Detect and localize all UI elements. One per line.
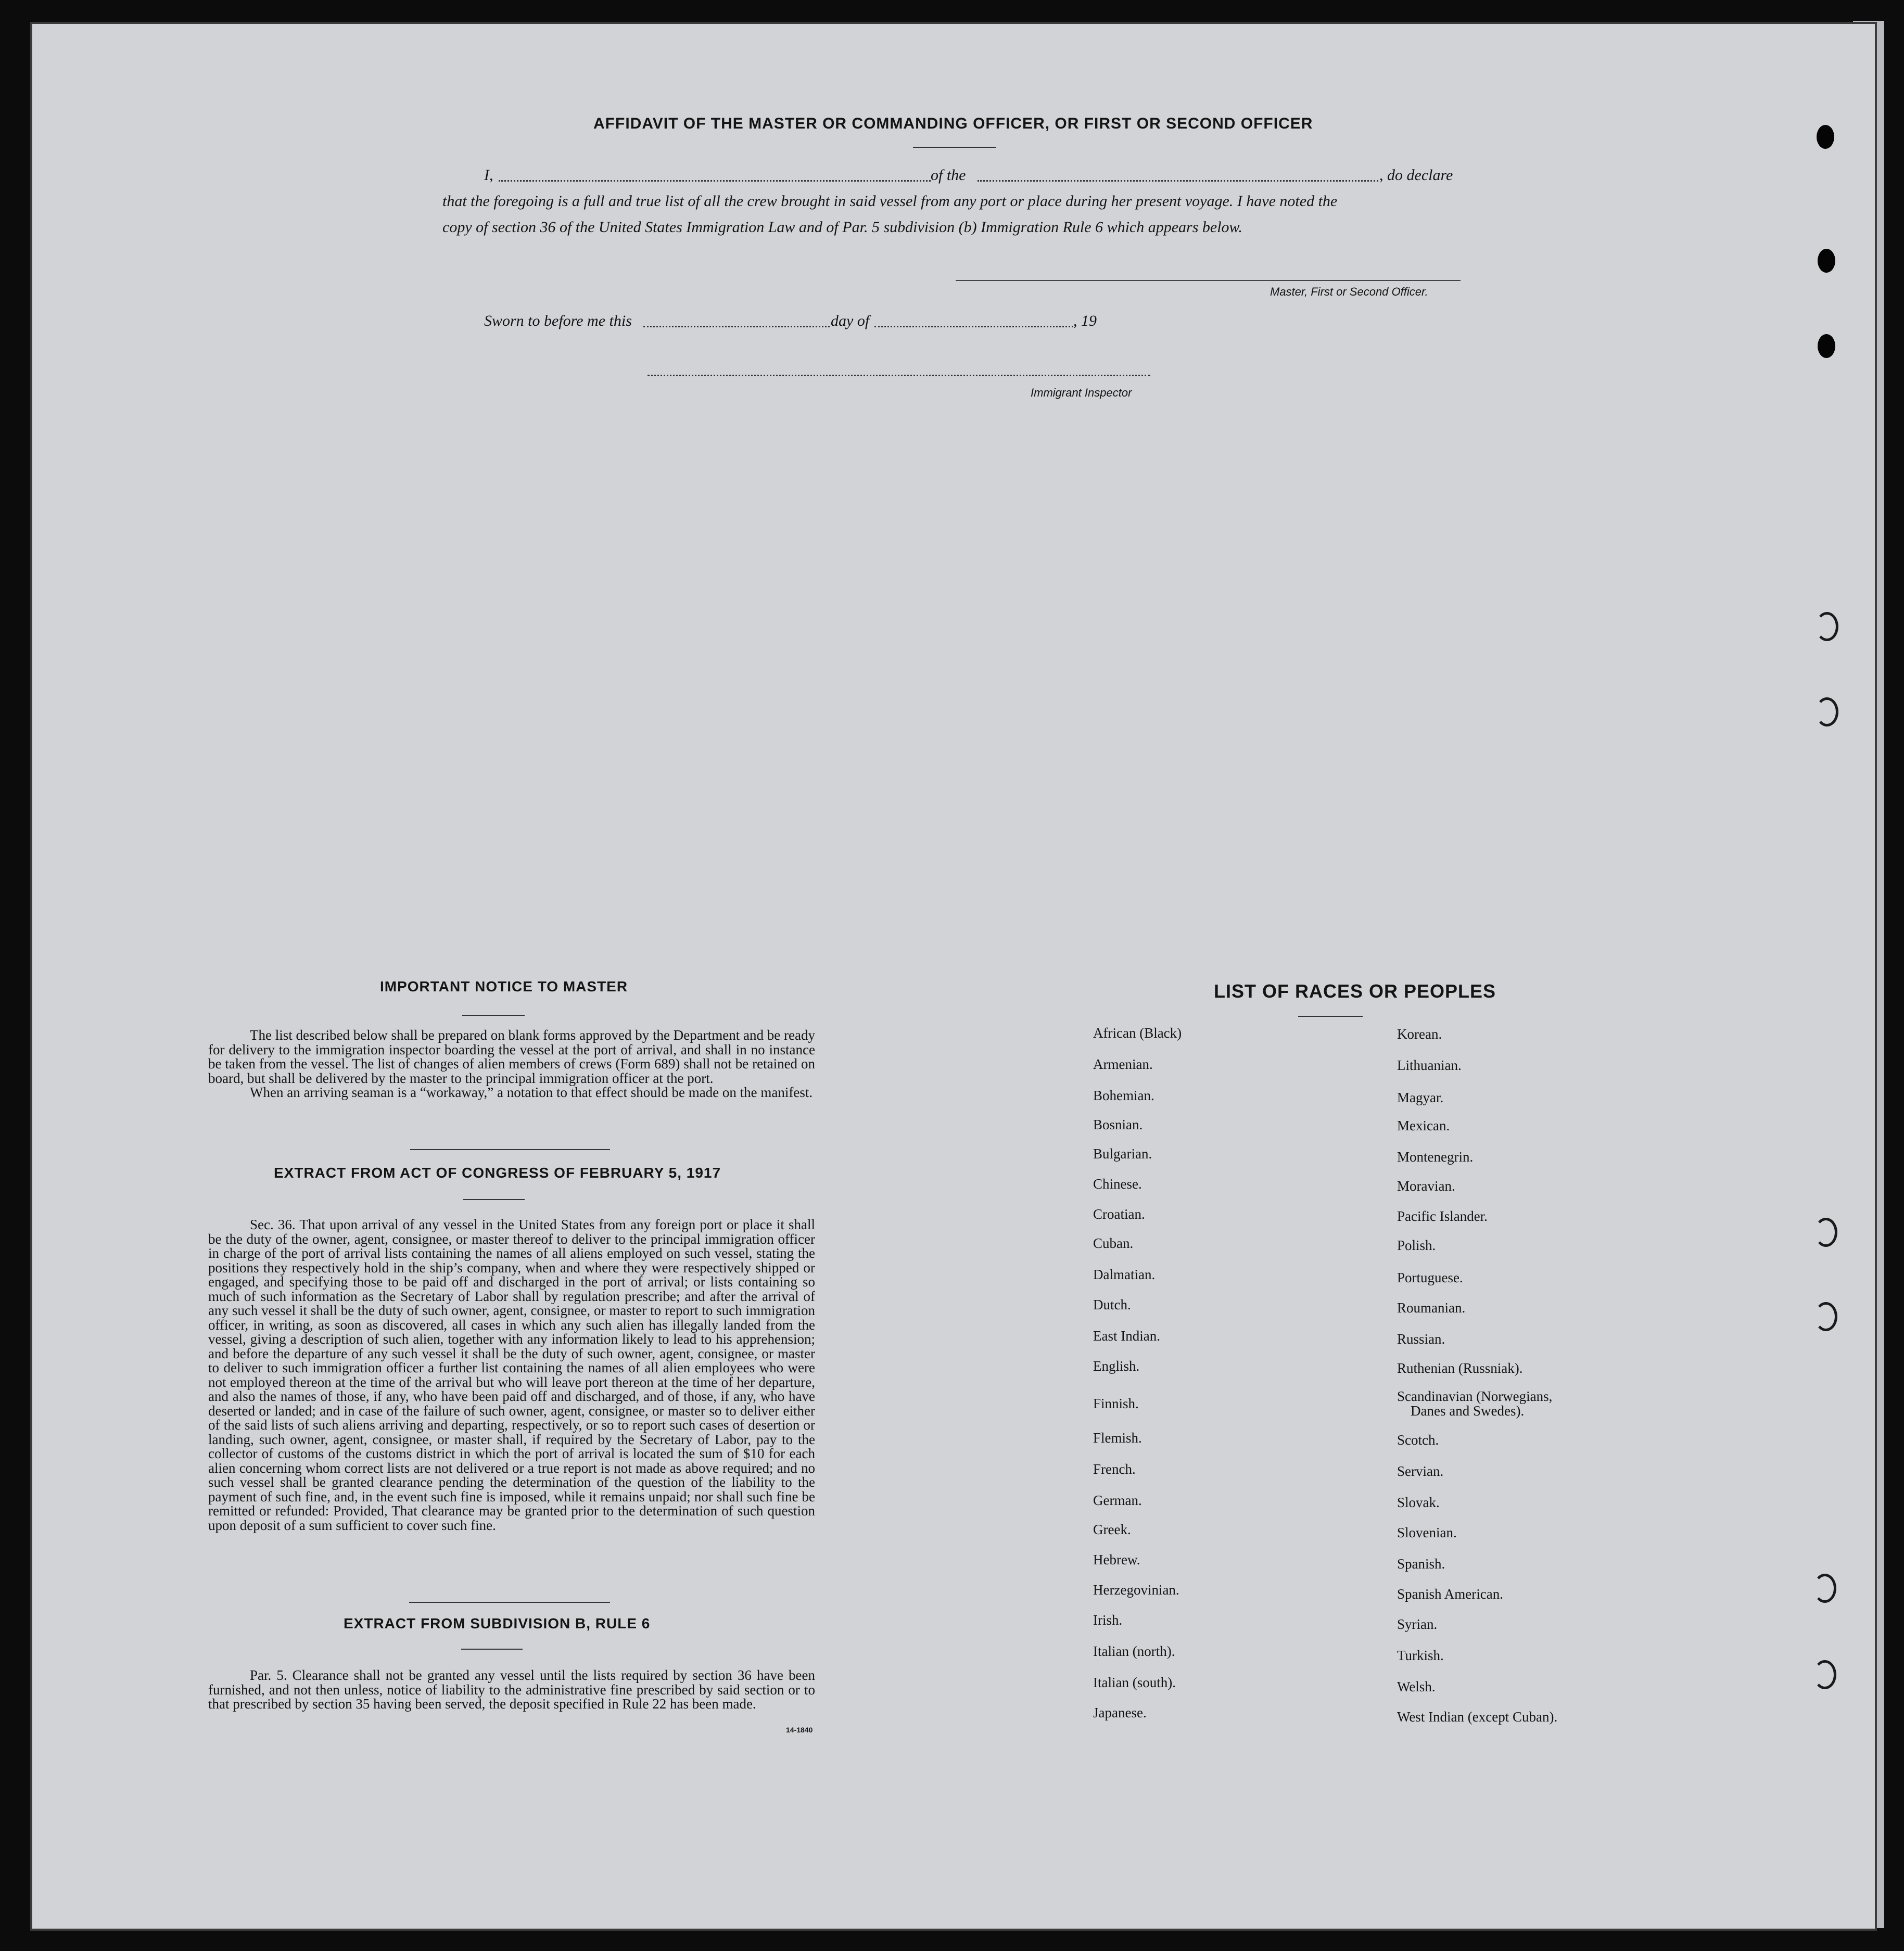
race-item: Moravian. bbox=[1397, 1178, 1455, 1194]
document-page bbox=[32, 24, 1875, 1929]
race-item: Croatian. bbox=[1093, 1206, 1145, 1222]
race-item: Dalmatian. bbox=[1093, 1267, 1156, 1282]
divider bbox=[461, 1649, 523, 1650]
binder-hole bbox=[1813, 1574, 1836, 1603]
race-item: Montenegrin. bbox=[1397, 1149, 1474, 1165]
divider bbox=[1298, 1016, 1363, 1017]
race-item: Armenian. bbox=[1093, 1056, 1153, 1072]
race-item: Scotch. bbox=[1397, 1432, 1439, 1448]
binder-hole bbox=[1814, 1218, 1837, 1247]
race-item: Chinese. bbox=[1093, 1176, 1142, 1192]
race-item: German. bbox=[1093, 1493, 1142, 1508]
race-item: Bohemian. bbox=[1093, 1088, 1154, 1103]
sworn-start: Sworn to before me this bbox=[484, 312, 632, 329]
inspector-label: Immigrant Inspector bbox=[1031, 386, 1132, 399]
race-item: Welsh. bbox=[1397, 1679, 1436, 1694]
race-item: Hebrew. bbox=[1093, 1552, 1140, 1567]
divider bbox=[913, 147, 996, 148]
race-item: Dutch. bbox=[1093, 1297, 1131, 1312]
race-item: Syrian. bbox=[1397, 1616, 1438, 1632]
affidavit-line1-start: I, bbox=[484, 167, 493, 184]
race-item: West Indian (except Cuban). bbox=[1397, 1709, 1558, 1725]
race-item: Scandinavian (Norwegians, bbox=[1397, 1388, 1553, 1404]
extract-act-title: EXTRACT FROM ACT OF CONGRESS OF FEBRUARY 5, 1917 bbox=[274, 1165, 721, 1181]
inspector-signature-field[interactable] bbox=[648, 375, 1150, 376]
race-item: Roumanian. bbox=[1397, 1300, 1466, 1316]
affidavit-line3: copy of section 36 of the United States Immigration Law and of Par. 5 subdivision (b) Immigration Rule 6 which appears below. bbox=[442, 219, 1242, 236]
race-item: Mexican. bbox=[1397, 1118, 1450, 1133]
race-item: Slovenian. bbox=[1397, 1525, 1457, 1540]
race-item: Slovak. bbox=[1397, 1495, 1440, 1510]
sworn-day-field[interactable] bbox=[643, 326, 830, 327]
race-item: French. bbox=[1093, 1461, 1136, 1477]
race-item: Herzegovinian. bbox=[1093, 1582, 1179, 1598]
extract-rule-title: EXTRACT FROM SUBDIVISION B, RULE 6 bbox=[344, 1615, 651, 1631]
signature-label: Master, First or Second Officer. bbox=[1270, 285, 1428, 298]
vessel-blank-field[interactable] bbox=[978, 180, 1378, 182]
binder-hole bbox=[1816, 697, 1838, 726]
race-item: Spanish. bbox=[1397, 1556, 1445, 1572]
race-item: Irish. bbox=[1093, 1612, 1123, 1628]
binder-hole bbox=[1816, 612, 1838, 641]
race-item: Italian (south). bbox=[1093, 1675, 1176, 1690]
race-item: Portuguese. bbox=[1397, 1270, 1463, 1285]
race-item: Polish. bbox=[1397, 1238, 1436, 1253]
notice-paragraph-2: When an arriving seaman is a “workaway,” a notation to that effect should be made on the manifest. bbox=[250, 1085, 813, 1100]
race-item: Korean. bbox=[1397, 1026, 1442, 1042]
affidavit-line1-end: , do declare bbox=[1379, 167, 1453, 184]
race-item: English. bbox=[1093, 1358, 1140, 1374]
notice-title: IMPORTANT NOTICE TO MASTER bbox=[380, 978, 628, 994]
races-title: LIST OF RACES OR PEOPLES bbox=[1214, 980, 1496, 1002]
race-item: Bosnian. bbox=[1093, 1117, 1143, 1132]
race-item: Lithuanian. bbox=[1397, 1057, 1462, 1073]
extract-rule-body bbox=[208, 1668, 815, 1712]
affidavit-line1-of-the: of the bbox=[931, 167, 966, 184]
notice-body bbox=[208, 1028, 815, 1100]
binder-hole bbox=[1817, 125, 1834, 149]
sworn-month-field[interactable] bbox=[874, 326, 1073, 327]
signature-line[interactable] bbox=[956, 280, 1461, 281]
divider bbox=[463, 1199, 525, 1200]
race-item: Flemish. bbox=[1093, 1430, 1142, 1446]
binder-hole bbox=[1818, 249, 1835, 273]
sworn-year: , 19 bbox=[1073, 312, 1097, 329]
divider bbox=[409, 1602, 610, 1603]
binder-hole bbox=[1814, 1302, 1837, 1331]
race-item: Italian (north). bbox=[1093, 1643, 1175, 1659]
race-item: Danes and Swedes). bbox=[1411, 1403, 1525, 1419]
race-item: Bulgarian. bbox=[1093, 1146, 1152, 1162]
race-item: Ruthenian (Russniak). bbox=[1397, 1360, 1523, 1376]
form-number: 14-1840 bbox=[786, 1726, 813, 1734]
divider bbox=[462, 1015, 525, 1016]
race-item: Pacific Islander. bbox=[1397, 1208, 1488, 1224]
extract-act-body bbox=[208, 1218, 815, 1533]
race-item: Russian. bbox=[1397, 1331, 1445, 1347]
race-item: Japanese. bbox=[1093, 1705, 1147, 1720]
section-36-text: Sec. 36. That upon arrival of any vessel in the United States from any foreign port or place it shall be the duty of the owner, agent, consignee, or master thereof to deliver to the principal immigration officer in charge of the port of arrival lists containing the names of all aliens employed on such vessel, stating the positions they respectively hold in the ship’s company, when and where they were respectively shipped or engaged, and specifying those to be paid off and discharged in the port of arrival; or lists containing so much of such information as the Secretary of Labor shall by regulation prescribe; and after the arrival of any such vessel it shall be the duty of such owner, agent, consignee, or master to report to such immigration officer, in writing, as soon as discovered, all cases in which any such alien has illegally landed from the vessel, giving a description of such alien, together with any information likely to lead to his apprehension; and before the departure of any such vessel it shall be the duty of such owner, agent, consignee, or master to deliver to such immigration officer a further list containing the names of all alien employees who were not employed thereon at the time of the arrival but who will leave port thereon at the time of her departure, and also the names of those, if any, who have been paid off and discharged, and of those, if any, who have deserted or landed; and in case of the failure of such owner, agent, consignee, or master so to deliver either of the said lists of such aliens arriving and departing, respectively, or so to report such cases of desertion or landing, such owner, agent, consignee, or master shall, if required by the Secretary of Labor, pay to the collector of customs of the customs district in which the port of arrival is located the sum of $10 for each alien concerning whom correct lists are not delivered or a true report is not made as above required; and no such vessel shall be granted clearance pending the determination of the question of the liability to the payment of such fine, and, in the event such fine is imposed, while it remains unpaid; nor shall such fine be remitted or refunded: Provided, That clearance may be granted prior to the determination of such question upon deposit of a sum sufficient to cover such fine. bbox=[208, 1217, 815, 1533]
name-blank-field[interactable] bbox=[499, 180, 931, 182]
race-item: Turkish. bbox=[1397, 1648, 1444, 1663]
race-item: Spanish American. bbox=[1397, 1586, 1503, 1602]
race-item: Greek. bbox=[1093, 1522, 1131, 1537]
race-item: Magyar. bbox=[1397, 1090, 1444, 1105]
affidavit-title: AFFIDAVIT OF THE MASTER OR COMMANDING OFFICER, OR FIRST OR SECOND OFFICER bbox=[593, 115, 1313, 132]
par-5-text: Par. 5. Clearance shall not be granted any vessel until the lists required by section 36 have been furnished, and not then unless, notice of liability to the administrative fine prescribed by said section or to that prescribed by section 35 having been served, the deposit specified in Rule 22 has been made. bbox=[208, 1667, 815, 1712]
sworn-day-of: day of bbox=[831, 312, 870, 329]
binder-hole bbox=[1818, 334, 1835, 358]
race-item: Finnish. bbox=[1093, 1396, 1139, 1411]
divider bbox=[410, 1149, 610, 1150]
binder-hole bbox=[1813, 1660, 1836, 1689]
race-item: Servian. bbox=[1397, 1463, 1444, 1479]
race-item: Cuban. bbox=[1093, 1235, 1134, 1251]
race-item: African (Black) bbox=[1093, 1025, 1182, 1041]
race-item: East Indian. bbox=[1093, 1328, 1160, 1344]
notice-paragraph-1: The list described below shall be prepared on blank forms approved by the Department and be ready for delivery to the immigration inspector boarding the vessel at the port of arrival, and shall in no instance be taken from the vessel. The list of changes of alien members of crews (Form 689) shall not be retained on board, but shall be delivered by the master to the principal immigration officer at the port. bbox=[208, 1027, 815, 1086]
affidavit-line2: that the foregoing is a full and true list of all the crew brought in said vessel from any port or place during her present voyage. I have noted the bbox=[442, 193, 1338, 210]
